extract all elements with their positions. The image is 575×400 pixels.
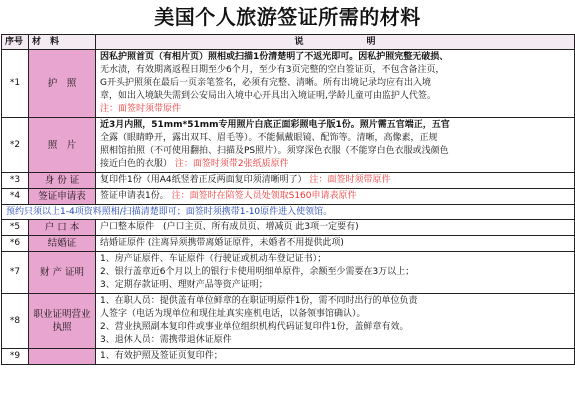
note-text: 注：面签时须带2张纸质原件 <box>174 159 289 169</box>
table-row <box>2 236 575 252</box>
material-name: 身 份 证 <box>29 173 96 189</box>
description-text: 2、营业执照副本复印件或事业单位组织机构代码证复印件1份，盖鲜章有效。 <box>100 322 409 332</box>
row-index: *8 <box>2 294 29 349</box>
table-row <box>2 50 575 118</box>
description-line <box>100 221 570 234</box>
description-line <box>100 279 570 292</box>
description-text: 结婚证原件 (注离异须携带离婚证原件，未婚者不用提供此项) <box>100 238 344 248</box>
row-index: *3 <box>2 173 29 189</box>
page-title: 美国个人旅游签证所需的材料 <box>154 5 421 29</box>
description-text: 近3月内照，51mm*51mm专用照片白底正面彩照电子版1份。照片需五官端正，五官 <box>100 120 450 130</box>
material-description <box>96 173 575 189</box>
description-text: 1、有效护照及签证页复印件； <box>100 351 223 361</box>
material-name: 户 口 本 <box>29 220 96 236</box>
table-row <box>2 252 575 294</box>
material-name: 财 产 证明 <box>29 252 96 294</box>
description-text: 章，如出入境缺失需到公安局出入境中心开具出入境证明,学龄儿童可由监护人代签。 <box>100 91 436 101</box>
description-text: 因私护照首页（有相片页）照相或扫描1份清楚明了不返光即可。因私护照完整无破损、 <box>100 52 449 62</box>
row-index: *6 <box>2 236 29 252</box>
material-name: 签证申请表 <box>29 189 96 205</box>
description-line <box>100 350 570 363</box>
description-line <box>100 77 570 90</box>
description-text: 无水渍，有效期离返程日期至少6个月，至少有3页完整的空白签证页，不包含备注页， <box>100 65 445 75</box>
description-line <box>100 308 570 321</box>
header-desc: 说 明 <box>96 35 575 50</box>
material-name: 职业证明营业执照 <box>29 294 96 349</box>
row-index: *1 <box>2 50 29 118</box>
description-text: 1、在职人员：提供盖有单位鲜章的在职证明原件1份，需不同时出行的单位负责 <box>100 296 418 306</box>
description-line <box>100 334 570 347</box>
row-index: *7 <box>2 252 29 294</box>
table-row <box>2 173 575 189</box>
header-material: 材 料 <box>29 35 96 50</box>
description-text: 注：面签时须带原件 <box>100 104 182 114</box>
description-line <box>100 145 570 158</box>
table-row <box>2 189 575 205</box>
table-row <box>2 220 575 236</box>
row-index: *2 <box>2 118 29 173</box>
note-text: 注：面签时在陪签人员处领取S160申请表原件 <box>171 191 357 201</box>
notice-row <box>2 205 575 220</box>
material-description <box>96 349 575 365</box>
table-body-bottom <box>2 220 575 365</box>
material-description <box>96 236 575 252</box>
description-text: 签证申请表1份。 <box>100 191 169 201</box>
description-line <box>100 321 570 334</box>
notice-text: 预约只须以上1-4项资料照相/扫描清楚即可；面签时须携带1-10原件进入使领馆。 <box>2 205 575 220</box>
row-index: *5 <box>2 220 29 236</box>
notice-section <box>2 205 575 220</box>
description-text: 接近白色的衣服） <box>100 159 173 169</box>
description-text: 照相馆拍照（不可使用翻拍、扫描及PS照片）。须穿深色衣服（不能穿白色衣服或浅颜色 <box>100 146 449 156</box>
material-description <box>96 118 575 173</box>
material-name: 照 片 <box>29 118 96 173</box>
description-text: 复印件1份（用A4纸竖着正反两面复印须清晰明了） <box>100 175 307 185</box>
description-line <box>100 237 570 250</box>
material-description <box>96 189 575 205</box>
materials-table <box>1 34 575 365</box>
table-header-row <box>2 35 575 50</box>
row-index: *4 <box>2 189 29 205</box>
description-line <box>100 174 570 187</box>
note-text: 注：面签时须带原件 <box>309 175 391 185</box>
material-description <box>96 252 575 294</box>
row-index: *9 <box>2 349 29 365</box>
material-name <box>29 349 96 365</box>
description-line <box>100 190 570 203</box>
material-description <box>96 50 575 118</box>
description-line <box>100 51 570 64</box>
table-row <box>2 349 575 365</box>
table-row <box>2 118 575 173</box>
description-text: 3、定期存款证明、理财产品等资产证明； <box>100 280 268 290</box>
description-line <box>100 64 570 77</box>
description-text: 1、房产证原件、车证原件（行驶证或机动车登记证书）； <box>100 254 327 264</box>
material-description <box>96 294 575 349</box>
header-seq: 序号 <box>2 35 29 50</box>
description-text: 3、退休人员：需携带退休证原件 <box>100 335 232 345</box>
description-text: 2、银行盖章近6个月以上的银行卡使用明细单原件，余额至少需要在3万以上； <box>100 267 415 277</box>
description-line <box>100 132 570 145</box>
description-line <box>100 253 570 266</box>
material-name: 结婚证 <box>29 236 96 252</box>
description-text: 全露（眼睛睁开，露出双耳、眉毛等）。不能佩戴眼镜、配饰等。清晰，高像素，正规 <box>100 133 438 143</box>
description-line <box>100 119 570 132</box>
material-name: 护 照 <box>29 50 96 118</box>
description-text: 户口整本原件 (户口主页、所有成员页、增减页 此3项一定要有) <box>100 222 359 232</box>
material-description <box>96 220 575 236</box>
description-text: G开头护照须在最后一页亲笔签名，必须有完整、清晰。所有出境记录均应有出入境 <box>100 78 431 88</box>
description-line <box>100 266 570 279</box>
description-line <box>100 295 570 308</box>
description-text: 人签字（电话为现单位和现住址真实座机电话，以备领事馆确认）。 <box>100 309 366 319</box>
description-line <box>100 158 570 171</box>
description-line <box>100 90 570 103</box>
description-line <box>100 103 570 116</box>
table-row <box>2 294 575 349</box>
table-body-top <box>2 50 575 205</box>
